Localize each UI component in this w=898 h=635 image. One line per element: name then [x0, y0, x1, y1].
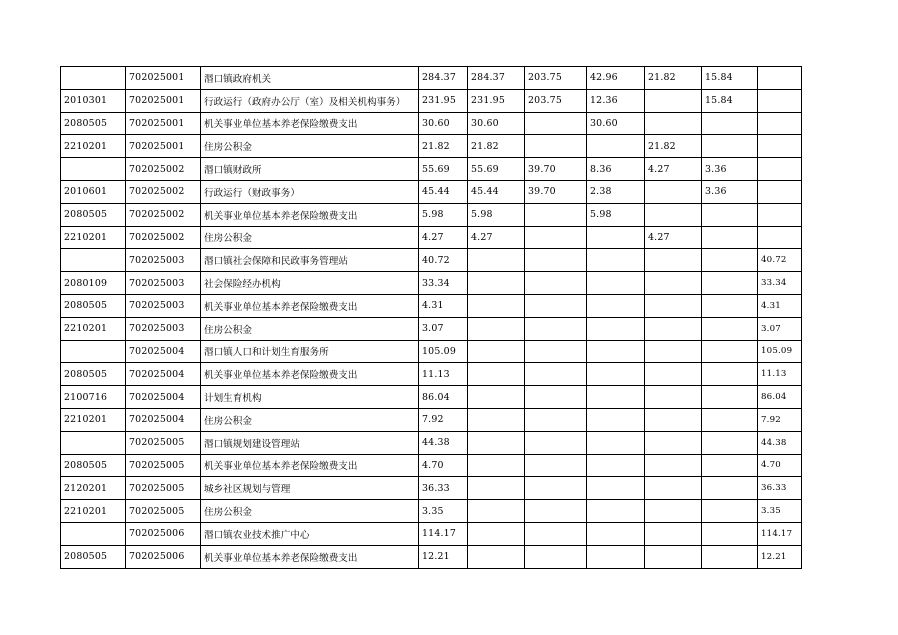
- public-expense-cell: 5.98: [587, 203, 645, 226]
- project-expense-cell: 105.09: [758, 340, 802, 363]
- subsidy-cell: [702, 112, 758, 135]
- total-cell: 55.69: [419, 158, 468, 181]
- project-expense-cell: 44.38: [758, 431, 802, 454]
- personnel-cell: [525, 363, 587, 386]
- function-code-cell: 2210201: [61, 226, 126, 249]
- subsidy-cell: [702, 135, 758, 158]
- total-cell: 4.31: [419, 294, 468, 317]
- personnel-cell: 39.70: [525, 180, 587, 203]
- item-name-cell: 住房公积金: [201, 317, 419, 340]
- basic-expense-cell: [468, 477, 525, 500]
- basic-expense-cell: [468, 545, 525, 568]
- basic-expense-cell: [468, 363, 525, 386]
- unit-code-cell: 702025005: [126, 431, 201, 454]
- basic-expense-cell: 4.27: [468, 226, 525, 249]
- public-expense-cell: [587, 294, 645, 317]
- total-cell: 231.95: [419, 89, 468, 112]
- subsidy-cell: [702, 203, 758, 226]
- subsidy-cell: [702, 522, 758, 545]
- subsidy-cell: 15.84: [702, 89, 758, 112]
- project-expense-cell: 40.72: [758, 249, 802, 272]
- item-name-cell: 湣口镇人口和计划生育服务所: [201, 340, 419, 363]
- function-code-cell: 2210201: [61, 317, 126, 340]
- unit-code-cell: 702025001: [126, 67, 201, 90]
- function-code-cell: 2080505: [61, 112, 126, 135]
- personnel-cell: [525, 203, 587, 226]
- basic-expense-cell: [468, 386, 525, 409]
- table-row: [61, 112, 802, 135]
- project-expense-cell: 33.34: [758, 272, 802, 295]
- personnel-cell: [525, 408, 587, 431]
- item-name-cell: 机关事业单位基本养老保险缴费支出: [201, 203, 419, 226]
- unit-code-cell: 702025002: [126, 226, 201, 249]
- function-code-cell: 2080505: [61, 203, 126, 226]
- total-cell: 36.33: [419, 477, 468, 500]
- housing-fund-cell: [645, 431, 702, 454]
- item-name-cell: 住房公积金: [201, 226, 419, 249]
- table-row: [61, 203, 802, 226]
- total-cell: 33.34: [419, 272, 468, 295]
- function-code-cell: 2210201: [61, 408, 126, 431]
- table-row: [61, 249, 802, 272]
- housing-fund-cell: [645, 500, 702, 523]
- total-cell: 4.70: [419, 454, 468, 477]
- housing-fund-cell: [645, 317, 702, 340]
- subsidy-cell: [702, 545, 758, 568]
- unit-code-cell: 702025001: [126, 135, 201, 158]
- public-expense-cell: 8.36: [587, 158, 645, 181]
- housing-fund-cell: [645, 180, 702, 203]
- total-cell: 7.92: [419, 408, 468, 431]
- item-name-cell: 住房公积金: [201, 408, 419, 431]
- public-expense-cell: [587, 500, 645, 523]
- housing-fund-cell: [645, 112, 702, 135]
- unit-code-cell: 702025003: [126, 272, 201, 295]
- total-cell: 105.09: [419, 340, 468, 363]
- item-name-cell: 机关事业单位基本养老保险缴费支出: [201, 112, 419, 135]
- public-expense-cell: 12.36: [587, 89, 645, 112]
- function-code-cell: 2080505: [61, 363, 126, 386]
- housing-fund-cell: 21.82: [645, 135, 702, 158]
- housing-fund-cell: [645, 363, 702, 386]
- table-row: [61, 180, 802, 203]
- function-code-cell: [61, 431, 126, 454]
- housing-fund-cell: [645, 545, 702, 568]
- housing-fund-cell: 4.27: [645, 158, 702, 181]
- function-code-cell: 2080109: [61, 272, 126, 295]
- basic-expense-cell: [468, 500, 525, 523]
- personnel-cell: [525, 340, 587, 363]
- unit-code-cell: 702025001: [126, 112, 201, 135]
- function-code-cell: 2120201: [61, 477, 126, 500]
- personnel-cell: [525, 431, 587, 454]
- basic-expense-cell: 55.69: [468, 158, 525, 181]
- subsidy-cell: [702, 226, 758, 249]
- project-expense-cell: 86.04: [758, 386, 802, 409]
- item-name-cell: 行政运行（政府办公厅（室）及相关机构事务）: [201, 89, 419, 112]
- public-expense-cell: [587, 522, 645, 545]
- project-expense-cell: 7.92: [758, 408, 802, 431]
- basic-expense-cell: [468, 522, 525, 545]
- public-expense-cell: [587, 363, 645, 386]
- total-cell: 284.37: [419, 67, 468, 90]
- unit-code-cell: 702025002: [126, 158, 201, 181]
- personnel-cell: [525, 317, 587, 340]
- table-row: [61, 317, 802, 340]
- function-code-cell: 2080505: [61, 454, 126, 477]
- project-expense-cell: 4.70: [758, 454, 802, 477]
- basic-expense-cell: [468, 431, 525, 454]
- project-expense-cell: [758, 203, 802, 226]
- total-cell: 3.35: [419, 500, 468, 523]
- unit-code-cell: 702025002: [126, 180, 201, 203]
- item-name-cell: 城乡社区规划与管理: [201, 477, 419, 500]
- subsidy-cell: 15.84: [702, 67, 758, 90]
- unit-code-cell: 702025005: [126, 477, 201, 500]
- unit-code-cell: 702025003: [126, 294, 201, 317]
- table-row: [61, 522, 802, 545]
- total-cell: 3.07: [419, 317, 468, 340]
- housing-fund-cell: [645, 203, 702, 226]
- table-row: [61, 500, 802, 523]
- housing-fund-cell: [645, 522, 702, 545]
- total-cell: 4.27: [419, 226, 468, 249]
- personnel-cell: [525, 500, 587, 523]
- table-row: [61, 454, 802, 477]
- project-expense-cell: [758, 158, 802, 181]
- subsidy-cell: [702, 500, 758, 523]
- unit-code-cell: 702025005: [126, 500, 201, 523]
- project-expense-cell: 12.21: [758, 545, 802, 568]
- subsidy-cell: [702, 386, 758, 409]
- basic-expense-cell: 45.44: [468, 180, 525, 203]
- unit-code-cell: 702025005: [126, 454, 201, 477]
- table-row: [61, 545, 802, 568]
- total-cell: 11.13: [419, 363, 468, 386]
- project-expense-cell: 11.13: [758, 363, 802, 386]
- basic-expense-cell: [468, 294, 525, 317]
- public-expense-cell: [587, 386, 645, 409]
- public-expense-cell: [587, 135, 645, 158]
- subsidy-cell: 3.36: [702, 158, 758, 181]
- item-name-cell: 机关事业单位基本养老保险缴费支出: [201, 363, 419, 386]
- project-expense-cell: 3.07: [758, 317, 802, 340]
- public-expense-cell: [587, 477, 645, 500]
- project-expense-cell: 4.31: [758, 294, 802, 317]
- function-code-cell: [61, 522, 126, 545]
- personnel-cell: 203.75: [525, 67, 587, 90]
- subsidy-cell: 3.36: [702, 180, 758, 203]
- subsidy-cell: [702, 454, 758, 477]
- basic-expense-cell: 21.82: [468, 135, 525, 158]
- unit-code-cell: 702025003: [126, 317, 201, 340]
- item-name-cell: 计划生育机构: [201, 386, 419, 409]
- personnel-cell: [525, 454, 587, 477]
- item-name-cell: 湣口镇财政所: [201, 158, 419, 181]
- project-expense-cell: [758, 112, 802, 135]
- public-expense-cell: [587, 317, 645, 340]
- table-row: [61, 135, 802, 158]
- housing-fund-cell: [645, 477, 702, 500]
- basic-expense-cell: 284.37: [468, 67, 525, 90]
- item-name-cell: 行政运行（财政事务）: [201, 180, 419, 203]
- public-expense-cell: [587, 226, 645, 249]
- function-code-cell: 2080505: [61, 545, 126, 568]
- function-code-cell: [61, 158, 126, 181]
- public-expense-cell: 42.96: [587, 67, 645, 90]
- personnel-cell: [525, 294, 587, 317]
- function-code-cell: 2100716: [61, 386, 126, 409]
- subsidy-cell: [702, 431, 758, 454]
- function-code-cell: 2210201: [61, 500, 126, 523]
- item-name-cell: 湣口镇政府机关: [201, 67, 419, 90]
- subsidy-cell: [702, 317, 758, 340]
- housing-fund-cell: [645, 408, 702, 431]
- item-name-cell: 机关事业单位基本养老保险缴费支出: [201, 454, 419, 477]
- subsidy-cell: [702, 408, 758, 431]
- total-cell: 40.72: [419, 249, 468, 272]
- unit-code-cell: 702025006: [126, 522, 201, 545]
- public-expense-cell: [587, 249, 645, 272]
- public-expense-cell: [587, 545, 645, 568]
- personnel-cell: [525, 477, 587, 500]
- housing-fund-cell: [645, 249, 702, 272]
- table-row: [61, 294, 802, 317]
- function-code-cell: [61, 340, 126, 363]
- subsidy-cell: [702, 477, 758, 500]
- table-row: [61, 340, 802, 363]
- housing-fund-cell: [645, 454, 702, 477]
- subsidy-cell: [702, 340, 758, 363]
- function-code-cell: 2010601: [61, 180, 126, 203]
- table-row: [61, 226, 802, 249]
- basic-expense-cell: [468, 317, 525, 340]
- item-name-cell: 湣口镇规划建设管理站: [201, 431, 419, 454]
- housing-fund-cell: [645, 340, 702, 363]
- function-code-cell: 2080505: [61, 294, 126, 317]
- item-name-cell: 机关事业单位基本养老保险缴费支出: [201, 545, 419, 568]
- basic-expense-cell: [468, 249, 525, 272]
- table-row: [61, 363, 802, 386]
- item-name-cell: 湣口镇社会保障和民政事务管理站: [201, 249, 419, 272]
- housing-fund-cell: [645, 89, 702, 112]
- item-name-cell: 住房公积金: [201, 135, 419, 158]
- housing-fund-cell: 21.82: [645, 67, 702, 90]
- table-row: [61, 89, 802, 112]
- basic-expense-cell: 231.95: [468, 89, 525, 112]
- project-expense-cell: [758, 226, 802, 249]
- total-cell: 45.44: [419, 180, 468, 203]
- unit-code-cell: 702025004: [126, 408, 201, 431]
- total-cell: 30.60: [419, 112, 468, 135]
- project-expense-cell: [758, 67, 802, 90]
- budget-table: [60, 66, 802, 569]
- item-name-cell: 机关事业单位基本养老保险缴费支出: [201, 294, 419, 317]
- total-cell: 44.38: [419, 431, 468, 454]
- table-body: [61, 67, 802, 569]
- basic-expense-cell: [468, 340, 525, 363]
- project-expense-cell: [758, 180, 802, 203]
- unit-code-cell: 702025003: [126, 249, 201, 272]
- personnel-cell: [525, 522, 587, 545]
- unit-code-cell: 702025004: [126, 363, 201, 386]
- personnel-cell: [525, 386, 587, 409]
- table-row: [61, 272, 802, 295]
- table-row: [61, 431, 802, 454]
- housing-fund-cell: [645, 294, 702, 317]
- housing-fund-cell: 4.27: [645, 226, 702, 249]
- unit-code-cell: 702025001: [126, 89, 201, 112]
- personnel-cell: [525, 249, 587, 272]
- table-row: [61, 408, 802, 431]
- function-code-cell: 2010301: [61, 89, 126, 112]
- project-expense-cell: [758, 89, 802, 112]
- public-expense-cell: [587, 340, 645, 363]
- item-name-cell: 社会保险经办机构: [201, 272, 419, 295]
- project-expense-cell: [758, 135, 802, 158]
- unit-code-cell: 702025006: [126, 545, 201, 568]
- personnel-cell: [525, 272, 587, 295]
- personnel-cell: 203.75: [525, 89, 587, 112]
- housing-fund-cell: [645, 272, 702, 295]
- project-expense-cell: 3.35: [758, 500, 802, 523]
- personnel-cell: [525, 226, 587, 249]
- personnel-cell: [525, 112, 587, 135]
- basic-expense-cell: [468, 454, 525, 477]
- unit-code-cell: 702025004: [126, 340, 201, 363]
- subsidy-cell: [702, 294, 758, 317]
- table-row: [61, 477, 802, 500]
- function-code-cell: 2210201: [61, 135, 126, 158]
- total-cell: 86.04: [419, 386, 468, 409]
- item-name-cell: 湣口镇农业技术推广中心: [201, 522, 419, 545]
- personnel-cell: [525, 545, 587, 568]
- function-code-cell: [61, 249, 126, 272]
- subsidy-cell: [702, 363, 758, 386]
- public-expense-cell: 30.60: [587, 112, 645, 135]
- personnel-cell: [525, 135, 587, 158]
- public-expense-cell: [587, 454, 645, 477]
- basic-expense-cell: [468, 272, 525, 295]
- unit-code-cell: 702025002: [126, 203, 201, 226]
- public-expense-cell: [587, 272, 645, 295]
- unit-code-cell: 702025004: [126, 386, 201, 409]
- public-expense-cell: [587, 431, 645, 454]
- personnel-cell: 39.70: [525, 158, 587, 181]
- function-code-cell: [61, 67, 126, 90]
- table-row: [61, 158, 802, 181]
- project-expense-cell: 114.17: [758, 522, 802, 545]
- subsidy-cell: [702, 272, 758, 295]
- basic-expense-cell: 30.60: [468, 112, 525, 135]
- total-cell: 12.21: [419, 545, 468, 568]
- total-cell: 114.17: [419, 522, 468, 545]
- total-cell: 5.98: [419, 203, 468, 226]
- subsidy-cell: [702, 249, 758, 272]
- total-cell: 21.82: [419, 135, 468, 158]
- table-row: [61, 67, 802, 90]
- basic-expense-cell: 5.98: [468, 203, 525, 226]
- housing-fund-cell: [645, 386, 702, 409]
- item-name-cell: 住房公积金: [201, 500, 419, 523]
- basic-expense-cell: [468, 408, 525, 431]
- table-row: [61, 386, 802, 409]
- public-expense-cell: 2.38: [587, 180, 645, 203]
- public-expense-cell: [587, 408, 645, 431]
- project-expense-cell: 36.33: [758, 477, 802, 500]
- budget-table-container: [60, 66, 802, 569]
